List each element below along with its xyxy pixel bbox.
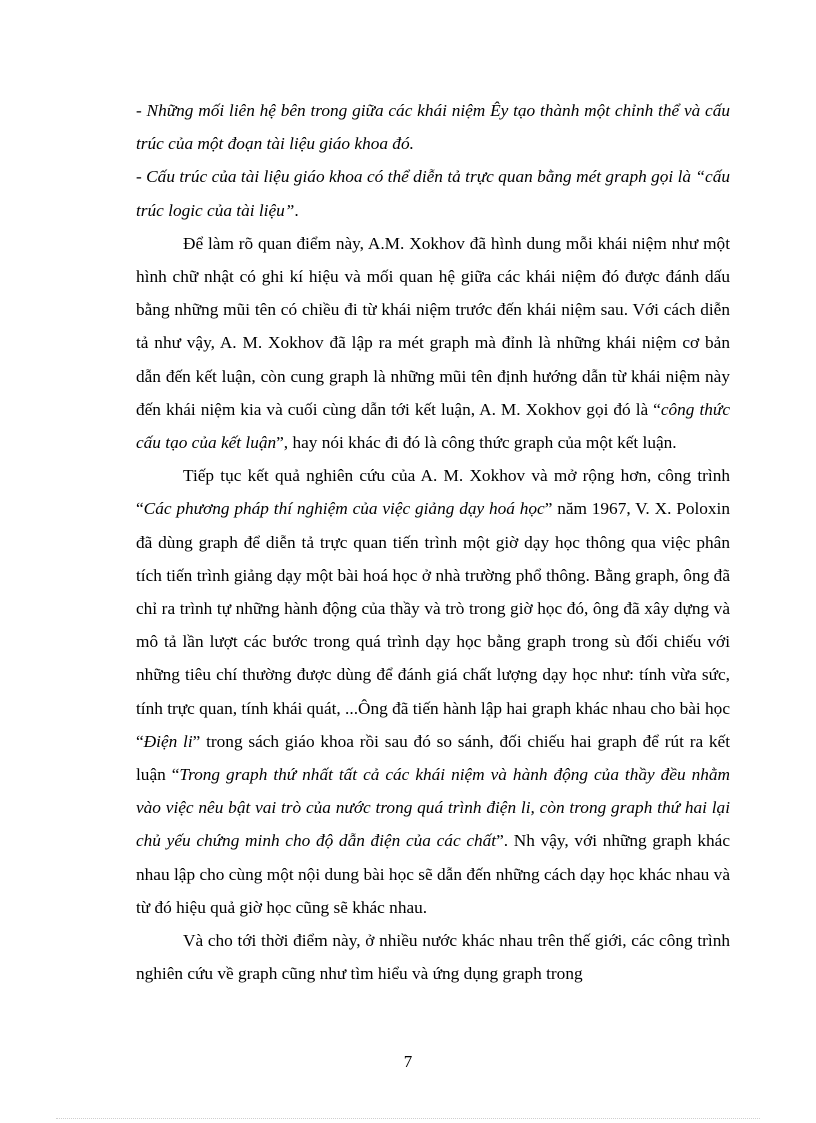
text-run: ”, hay nói khác đi đó là công thức graph của một kết luận.	[276, 433, 677, 453]
text-run: ”. Nh vậy, với những graph khác nhau lập cho cùng một nội dung bài học sẽ dẫn đến những cách dạy học khác nhau và từ đó hiệu quả giờ học cũng sẽ khác nhau.	[136, 831, 730, 917]
text-run: .	[294, 200, 299, 220]
page-number: 7	[403, 1052, 413, 1071]
body-text	[136, 94, 730, 990]
page-bottom-rule	[56, 1118, 760, 1119]
paragraph	[136, 94, 730, 160]
text-run: ” năm 1967, V. X. Poloxin đã dùng graph để diễn tả trực quan tiến trình một giờ dạy học thông qua việc phân tích tiến trình giảng dạy một bài hoá học ở nhà trường phổ thông. Bằng graph, ông đã chỉ ra trình tự những hành động của thầy và trò trong giờ học đó, ông đã xây dựng và mô tả lần lượt các bước trong quá trình dạy học bằng graph trong sù đối chiếu với những tiêu chí thường được dùng để đánh giá chất lượng dạy học như: tính vừa sức, tính trực quan, tính khái quát, ...Ông đã tiến hành lập hai graph khác nhau cho bài học “	[136, 499, 730, 751]
paragraph	[136, 227, 730, 459]
paragraph	[136, 160, 730, 226]
paragraph	[136, 924, 730, 990]
italic-text-run: - Cấu trúc của tài liệu giáo khoa có thể diễn tả trực quan bằng mét graph gọi là “cấu trúc logic của tài liệu”	[136, 167, 730, 220]
italic-text-run: Trong graph thứ nhất tất cả các khái niệm và hành động của thầy đều nhằm vào việc nêu bật vai trò của nước trong quá trình điện li, còn trong graph thứ hai lại chủ yếu chứng minh cho độ dẫn điện của các chất	[136, 765, 730, 851]
italic-text-run: công thức cấu tạo của kết luận	[136, 399, 731, 453]
italic-text-run: Điện li	[143, 731, 193, 751]
text-run: Và cho tới thời điểm này, ở nhiều nước khác nhau trên thế giới, các công trình nghiên cứu về graph cũng như tìm hiểu và ứng dụng graph trong	[136, 931, 730, 984]
text-run: ” trong sách giáo khoa rồi sau đó so sánh, đối chiếu hai graph để rút ra kết luận “	[136, 731, 731, 785]
text-run: Để làm rõ quan điểm này, A.M. Xokhov đã hình dung mỗi khái niệm như một hình chữ nhật có ghi kí hiệu và mối quan hệ giữa các khái niệm đó được đánh dấu bằng những mũi tên có chiều đi từ khái niệm trước đến khái niệm sau. Với cách diễn tả như vậy, A. M. Xokhov đã lập ra mét graph mà đỉnh là những khái niệm cơ bản dẫn đến kết luận, còn cung graph là những mũi tên định hướng dẫn từ khái niệm này đến khái niệm kia và cuối cùng dẫn tới kết luận, A. M. Xokhov gọi đó là “	[136, 233, 730, 419]
italic-text-run: - Những mối liên hệ bên trong giữa các khái niệm Êy tạo thành một chỉnh thể và cấu trúc của một đoạn tài liệu giáo khoa đó.	[136, 101, 730, 154]
text-run: Tiếp tục kết quả nghiên cứu của A. M. Xokhov và mở rộng hơn, công trình “	[136, 466, 730, 519]
italic-text-run: Các phương pháp thí nghiệm của việc giảng dạy hoá học	[143, 499, 545, 519]
paragraph	[136, 459, 730, 924]
